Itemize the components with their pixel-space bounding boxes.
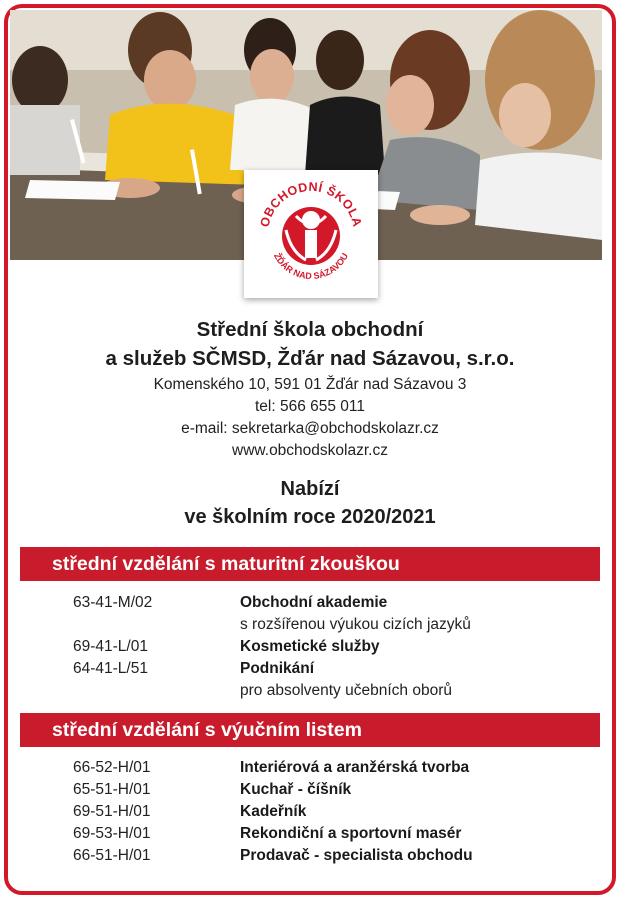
offer-heading: Nabízí [280, 478, 340, 500]
program-code: 63-41-M/02 [73, 594, 153, 611]
program-code: 65-51-H/01 [73, 781, 151, 798]
school-address: Komenského 10, 591 01 Žďár nad Sázavou 3 [153, 376, 467, 393]
program-code: 69-51-H/01 [73, 803, 151, 820]
school-logo-emblem [244, 170, 378, 298]
school-email[interactable]: e-mail: sekretarka@obchodskolazr.cz [181, 420, 439, 437]
section-maturita-heading: střední vzdělání s maturitní zkouškou [20, 547, 600, 581]
logo-bottom-text: ŽĎÁR NAD SÁZAVOU [271, 251, 351, 282]
school-logo [244, 170, 378, 298]
program-name: Podnikání [240, 660, 315, 677]
program-name: Prodavač - specialista obchodu [240, 847, 473, 864]
program-code: 66-51-H/01 [73, 847, 151, 864]
school-name-line1: Střední škola obchodní [196, 318, 424, 341]
program-code: 64-41-L/51 [73, 660, 148, 677]
program-name: Obchodní akademie [240, 594, 388, 611]
school-phone: tel: 566 655 011 [254, 398, 366, 415]
program-name: Rekondiční a sportovní masér [240, 825, 462, 842]
offer-year: ve školním roce 2020/2021 [184, 506, 436, 528]
program-code: 66-52-H/01 [73, 759, 151, 776]
school-website[interactable]: www.obchodskolazr.cz [232, 442, 388, 459]
program-name: Kosmetické služby [240, 638, 380, 655]
logo-top-text: OBCHODNÍ ŠKOLA [257, 179, 365, 229]
program-note: s rozšířenou výukou cizích jazyků [240, 616, 471, 633]
school-name-line2: a služeb SČMSD, Žďár nad Sázavou, s.r.o. [105, 347, 515, 370]
program-name: Kadeřník [240, 803, 307, 820]
program-code: 69-41-L/01 [73, 638, 148, 655]
program-name: Kuchař - číšník [240, 781, 352, 798]
program-note: pro absolventy učebních oborů [240, 682, 452, 699]
program-code: 69-53-H/01 [73, 825, 151, 842]
section-vyucni-heading: střední vzdělání s výučním listem [20, 713, 600, 747]
program-name: Interiérová a aranžérská tvorba [240, 759, 470, 776]
